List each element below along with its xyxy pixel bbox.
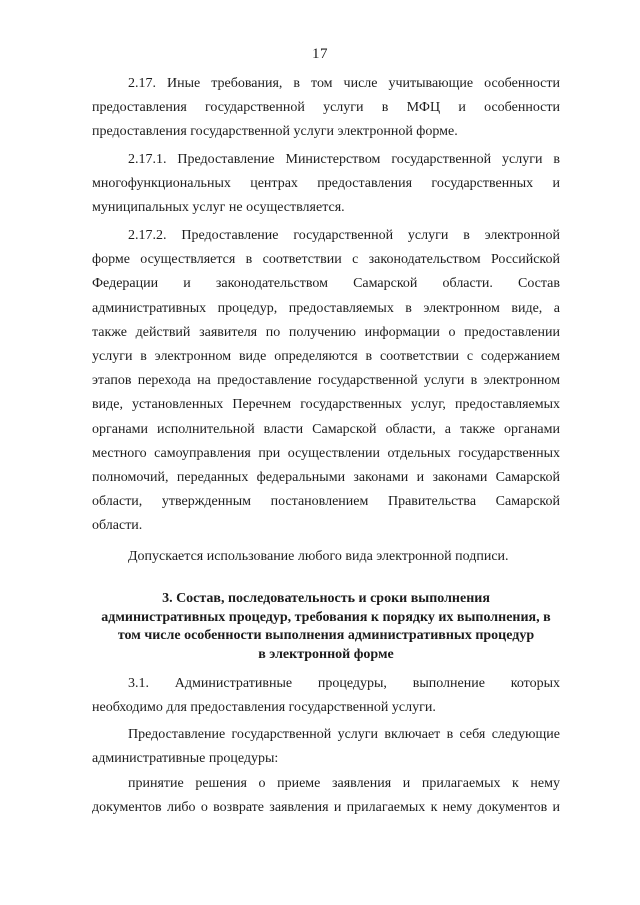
text-line: Федерации и законодательством Самарской области. Состав xyxy=(92,276,560,292)
text-line: области. xyxy=(92,518,143,534)
text-line: органами исполнительной власти Самарской области, а также органами xyxy=(92,421,560,437)
paragraph-procedure-1 xyxy=(92,772,560,820)
text-line: также действий заявителя по получению информации о предоставлении xyxy=(92,324,560,340)
text-line: 2.17.1. Предоставление Министерством государственной услуги в xyxy=(128,152,560,167)
text-line: многофункциональных центрах предоставления государственных и xyxy=(92,176,560,192)
heading-line: 3. Состав, последовательность и сроки выполнения xyxy=(162,591,490,606)
text-line: принятие решения о приеме заявления и прилагаемых к нему xyxy=(128,776,560,791)
text-line: предоставления государственной услуги в МФЦ и особенности xyxy=(92,100,560,116)
text-line: документов либо о возврате заявления и прилагаемых к нему документов и xyxy=(92,800,560,816)
text-line: Допускается использование любого вида электронной подписи. xyxy=(128,549,509,564)
text-line: необходимо для предоставления государственной услуги. xyxy=(92,700,436,716)
paragraph-3-1 xyxy=(92,672,560,720)
text-line: области, утвержденным постановлением Правительства Самарской xyxy=(92,494,560,510)
text-line: административных процедур, предоставляемых в электронном виде, а xyxy=(92,300,560,316)
text-line: 2.17. Иные требования, в том числе учитывающие особенности xyxy=(128,76,560,91)
text-line: 2.17.2. Предоставление государственной услуги в электронной xyxy=(128,228,560,243)
paragraph-signature-note xyxy=(92,545,560,569)
section-3-heading xyxy=(92,590,560,664)
text-line: предоставления государственной услуги электронной форме. xyxy=(92,124,458,140)
text-line: Предоставление государственной услуги включает в себя следующие xyxy=(128,727,560,742)
heading-line: том числе особенности выполнения административных процедур xyxy=(117,628,535,643)
paragraph-2-17-2 xyxy=(92,224,560,538)
text-line: виде, установленных Перечнем государственных услуг, предоставляемых xyxy=(92,397,560,413)
text-line: местного самоуправления при осуществлении отдельных государственных xyxy=(92,445,560,461)
paragraph-procedures-intro xyxy=(92,723,560,771)
text-line: полномочий, переданных федеральными законами и законами Самарской xyxy=(92,469,560,485)
paragraph-2-17 xyxy=(92,72,560,145)
paragraph-2-17-1 xyxy=(92,148,560,221)
page-number: 17 xyxy=(312,46,328,62)
text-line: 3.1. Административные процедуры, выполнение которых xyxy=(128,676,560,691)
text-line: услуги в электронном виде определяются в соответствии с содержанием xyxy=(92,348,560,364)
text-line: форме осуществляется в соответствии с законодательством Российской xyxy=(92,252,560,268)
text-line: административные процедуры: xyxy=(92,751,279,767)
heading-line: административных процедур, требования к порядку их выполнения, в xyxy=(101,609,551,625)
text-line: этапов перехода на предоставление государственной услуги в электронном xyxy=(92,373,560,389)
heading-line: в электронной форме xyxy=(258,646,394,662)
text-line: муниципальных услуг не осуществляется. xyxy=(92,200,345,216)
